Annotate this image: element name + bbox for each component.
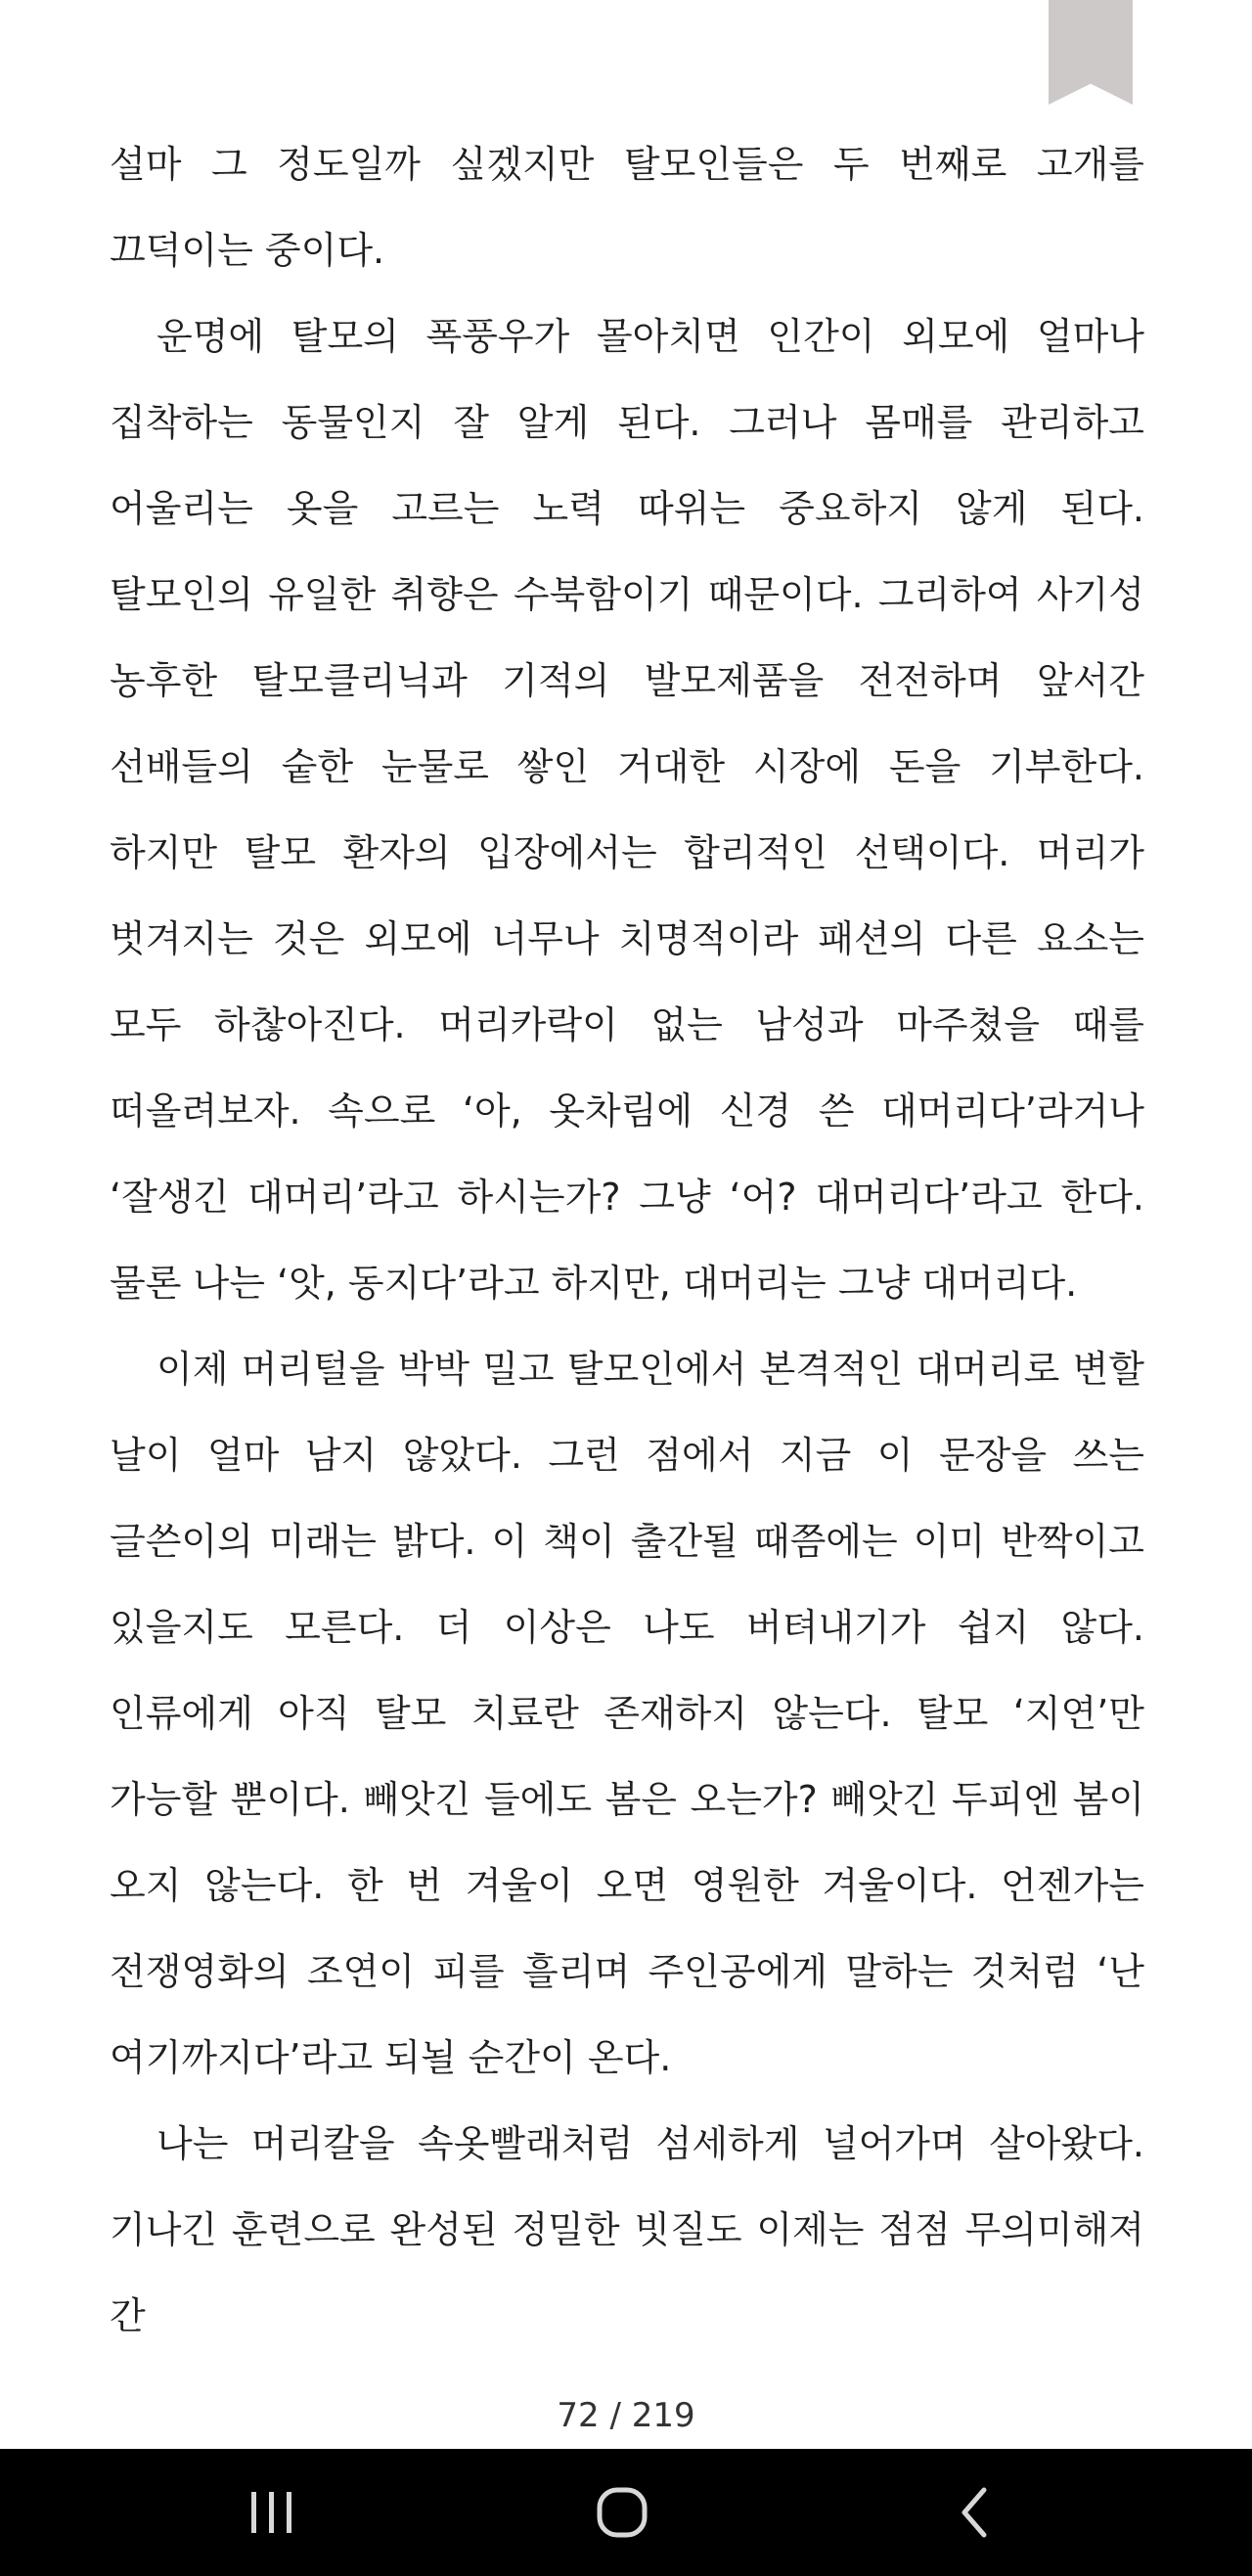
- recent-apps-icon: [246, 2488, 298, 2537]
- bookmark-ribbon-icon[interactable]: [1049, 0, 1133, 105]
- home-button[interactable]: [544, 2449, 700, 2576]
- back-icon: [955, 2485, 994, 2540]
- paragraph: 나는 머리칼을 속옷빨래처럼 섬세하게 널어가며 살아왔다. 기나긴 훈련으로 완성된 정밀한 빗질도 이제는 점점 무의미해져 간: [110, 2122, 1144, 2337]
- paragraph: 이제 머리털을 박박 밀고 탈모인에서 본격적인 대머리로 변할 날이 얼마 남지 않았다. 그런 점에서 지금 이 문장을 쓰는 글쓴이의 미래는 밝다. 이 책이 출간될 때쯤에는 이미 반짝이고 있을지도 모른다. 더 이상은 나도 버텨내기가 쉽지 않다. 인류에게 아직 탈모 치료란 존재하지 않는다. 탈모 ‘지연’만 가능할 뿐이다. 빼앗긴 들에도 봄은 오는가? 빼앗긴 두피엔 봄이 오지 않는다. 한 번 겨울이 오면 영원한 겨울이다. 언젠가는 전쟁영화의 조연이 피를 흘리며 주인공에게 말하는 것처럼 ‘난 여기까지다’라고 되뇔 순간이 온다.: [110, 1348, 1144, 2079]
- recent-apps-button[interactable]: [194, 2449, 350, 2576]
- page-indicator: 72 / 219: [557, 2396, 695, 2435]
- system-nav-bar: [0, 2449, 1252, 2576]
- paragraph: 설마 그 정도일까 싶겠지만 탈모인들은 두 번째로 고개를 끄덕이는 중이다.: [110, 143, 1144, 272]
- back-button[interactable]: [896, 2449, 1052, 2576]
- reader-text: [110, 121, 1144, 2359]
- home-icon: [595, 2485, 649, 2540]
- paragraph: 운명에 탈모의 폭풍우가 몰아치면 인간이 외모에 얼마나 집착하는 동물인지 잘 알게 된다. 그러나 몸매를 관리하고 어울리는 옷을 고르는 노력 따위는 중요하지 않게 된다. 탈모인의 유일한 취향은 수북함이기 때문이다. 그리하여 사기성 농후한 탈모클리닉과 기적의 발모제품을 전전하며 앞서간 선배들의 숱한 눈물로 쌓인 거대한 시장에 돈을 기부한다. 하지만 탈모 환자의 입장에서는 합리적인 선택이다. 머리가 벗겨지는 것은 외모에 너무나 치명적이라 패션의 다른 요소는 모두 하찮아진다. 머리카락이 없는 남성과 마주쳤을 때를 떠올려보자. 속으로 ‘아, 옷차림에 신경 쓴 대머리다’라거나 ‘잘생긴 대머리’라고 하시는가? 그냥 ‘어? 대머리다’라고 한다. 물론 나는 ‘앗, 동지다’라고 하지만, 대머리는 그냥 대머리다.: [110, 315, 1144, 1305]
